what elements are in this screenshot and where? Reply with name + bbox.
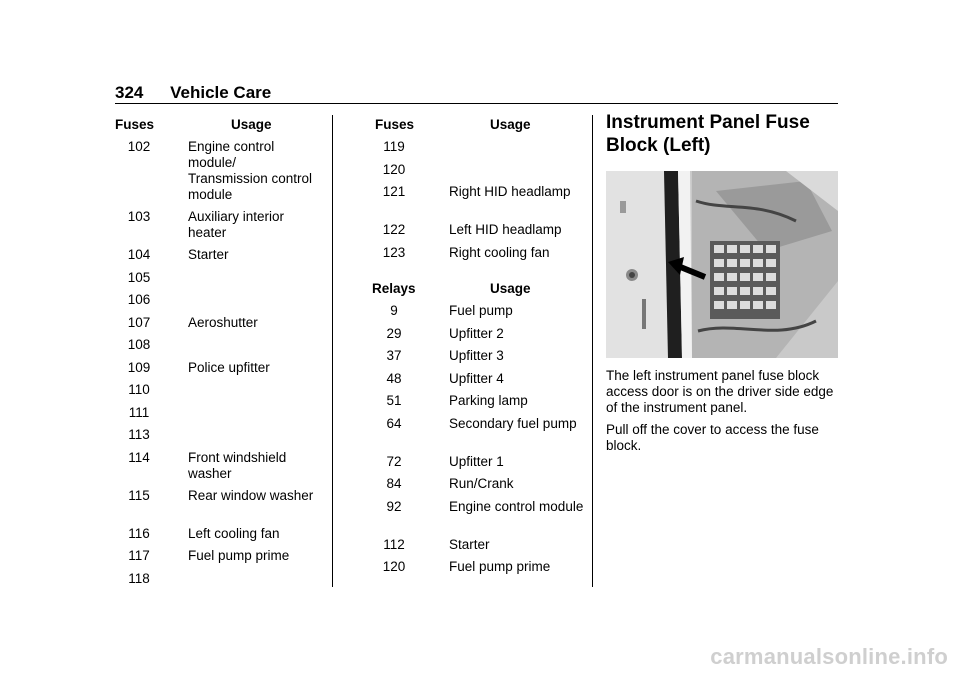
row-number: 104 — [127, 247, 151, 262]
row-usage: Parking lamp — [449, 393, 528, 408]
row-number: 115 — [128, 488, 150, 503]
row-number: 107 — [127, 315, 151, 330]
row-number: 123 — [382, 245, 406, 260]
row-usage: Upfitter 4 — [449, 371, 504, 386]
relays-header: Relays — [372, 281, 416, 296]
fuse-block-illustration — [606, 171, 838, 358]
row-number: 84 — [386, 476, 402, 491]
row-usage: Auxiliary interior heater — [188, 209, 285, 240]
row-number: 64 — [386, 416, 402, 431]
row-number: 120 — [382, 559, 406, 574]
row-usage: Engine control module/ Transmission control module — [188, 139, 313, 202]
row-usage: Front windshield washer — [188, 450, 287, 481]
row-number: 105 — [127, 270, 151, 285]
row-number: 113 — [128, 427, 150, 442]
row-usage: Right HID headlamp — [449, 184, 571, 199]
heading-line-2: Block (Left) — [606, 135, 711, 156]
row-number: 109 — [127, 360, 151, 375]
row-usage: Fuel pump — [449, 303, 513, 318]
row-number: 9 — [390, 303, 398, 318]
row-usage: Upfitter 1 — [449, 454, 504, 469]
row-number: 121 — [382, 184, 406, 199]
fuses-header: Fuses — [115, 117, 155, 132]
row-usage: Police upfitter — [188, 360, 270, 375]
row-usage: Left HID headlamp — [449, 222, 562, 237]
row-usage: Aeroshutter — [188, 315, 258, 330]
row-number: 119 — [383, 139, 405, 154]
row-number: 120 — [382, 162, 406, 177]
row-number: 103 — [127, 209, 151, 224]
row-number: 102 — [127, 139, 151, 154]
row-number: 116 — [128, 526, 150, 541]
row-usage: Upfitter 2 — [449, 326, 504, 341]
row-number: 114 — [128, 450, 150, 465]
row-usage: Secondary fuel pump — [449, 416, 577, 431]
heading-line-1: Instrument Panel Fuse — [606, 112, 810, 133]
watermark: carmanualsonline.info — [710, 644, 948, 669]
section-title-header: Vehicle Care — [170, 83, 272, 102]
relay-usage-header: Usage — [490, 281, 531, 296]
row-usage: Engine control module — [449, 499, 584, 514]
row-number: 29 — [386, 326, 402, 341]
row-usage: Right cooling fan — [449, 245, 550, 260]
row-number: 92 — [386, 499, 402, 514]
row-usage: Left cooling fan — [188, 526, 280, 541]
usage-header: Usage — [231, 117, 272, 132]
row-usage: Run/Crank — [449, 476, 514, 491]
row-number: 118 — [128, 571, 150, 586]
usage-header-2: Usage — [490, 117, 531, 132]
row-number: 72 — [386, 454, 402, 469]
row-number: 51 — [386, 393, 402, 408]
row-usage: Starter — [449, 537, 490, 552]
row-number: 122 — [382, 222, 406, 237]
row-number: 111 — [128, 405, 150, 420]
section-heading — [606, 111, 810, 157]
row-usage: Fuel pump prime — [188, 548, 290, 563]
paragraph-instructions: Pull off the cover to access the fuse block. — [606, 422, 819, 453]
row-number: 108 — [127, 337, 151, 352]
row-usage: Starter — [188, 247, 229, 262]
fuses-header-2: Fuses — [375, 117, 415, 132]
page-number: 324 — [115, 83, 144, 102]
row-number: 110 — [128, 382, 150, 397]
row-usage: Fuel pump prime — [449, 559, 551, 574]
row-number: 106 — [127, 292, 151, 307]
row-usage: Rear window washer — [188, 488, 314, 503]
row-number: 48 — [386, 371, 402, 386]
paragraph-location: The left instrument panel fuse block access door is on the driver side edge of the instrument panel. — [606, 368, 834, 415]
row-usage: Upfitter 3 — [449, 348, 504, 363]
row-number: 112 — [383, 537, 405, 552]
row-number: 37 — [386, 348, 402, 363]
row-number: 117 — [128, 548, 150, 563]
